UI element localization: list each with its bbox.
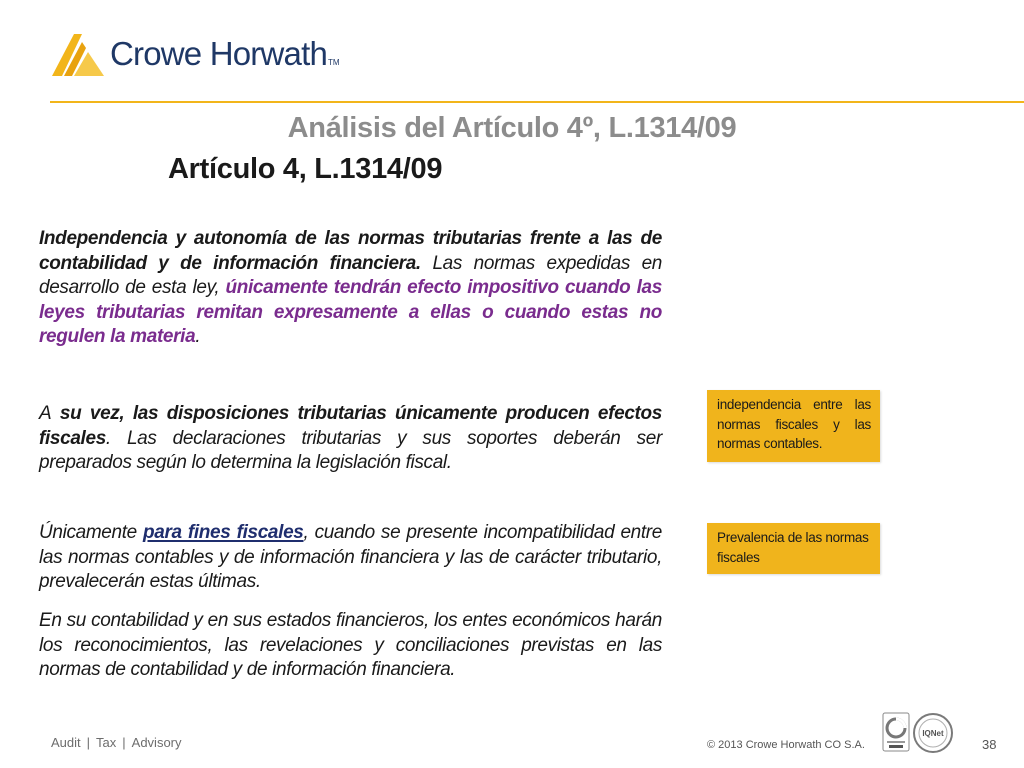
paragraph-independencia	[39, 227, 662, 350]
footer-separator: |	[86, 735, 91, 750]
footer-separator: |	[122, 735, 126, 750]
iso-certification-seal-icon	[882, 712, 910, 752]
logo-text: Crowe HorwathTM	[110, 35, 340, 72]
footer-advisory: Advisory	[131, 735, 182, 750]
paragraph-lead: Independencia y autonomía de las normas tributarias frente a las de contabilidad y de información financiera.	[39, 228, 662, 274]
paragraph-text: Las normas expedidas en desarrollo de esta ley,	[39, 252, 662, 299]
fines-fiscales-link[interactable]: para fines fiscales	[143, 522, 304, 543]
slide-title: Análisis del Artículo 4º, L.1314/09	[287, 112, 737, 144]
note-independencia: independencia entre las normas fiscales y las normas contables.	[707, 390, 880, 462]
paragraph-end: .	[195, 326, 201, 348]
footer-audit: Audit	[51, 735, 81, 750]
paragraph-lead: Únicamente	[39, 522, 144, 543]
paragraph-text: , cuando se presente incompatibilidad entre las normas contables y de información financiera y las de carácter tributario, prevalecerán estas últimas.	[39, 522, 663, 593]
header-divider	[50, 101, 1024, 103]
paragraph-text: . Las declaraciones tributarias y sus soportes deberán ser preparados según lo determina la legislación fiscal.	[39, 427, 662, 474]
paragraph-highlight: únicamente tendrán efecto impositivo cuando las leyes tributarias remitan expresamente a ellas o cuando estas no regulen la materia	[39, 277, 662, 348]
paragraph-bold: su vez, las disposiciones tributarias únicamente producen efectos fiscales	[39, 403, 662, 449]
slide-subtitle: Artículo 4, L.1314/09	[168, 153, 443, 185]
footer-copyright: © 2013 Crowe Horwath CO S.A.	[707, 739, 865, 751]
crowe-horwath-logo	[52, 32, 340, 80]
seal-text: IQNet	[922, 729, 944, 738]
page-number: 38	[982, 737, 997, 752]
logo-chevron-icon	[52, 32, 104, 78]
paragraph-lead: A	[39, 403, 52, 424]
paragraph-disposiciones	[39, 402, 662, 476]
paragraph-contabilidad: En su contabilidad y en sus estados financieros, los entes económicos harán los reconocimientos, las revelaciones y conciliaciones previstas en las normas de contabilidad y de información financiera.	[39, 610, 662, 681]
note-prevalencia: Prevalencia de las normas fiscales	[707, 523, 880, 574]
iqnet-seal-icon	[912, 712, 954, 754]
paragraph-fines-fiscales	[39, 521, 662, 595]
footer-services	[51, 735, 182, 750]
footer-tax: Tax	[96, 735, 117, 750]
